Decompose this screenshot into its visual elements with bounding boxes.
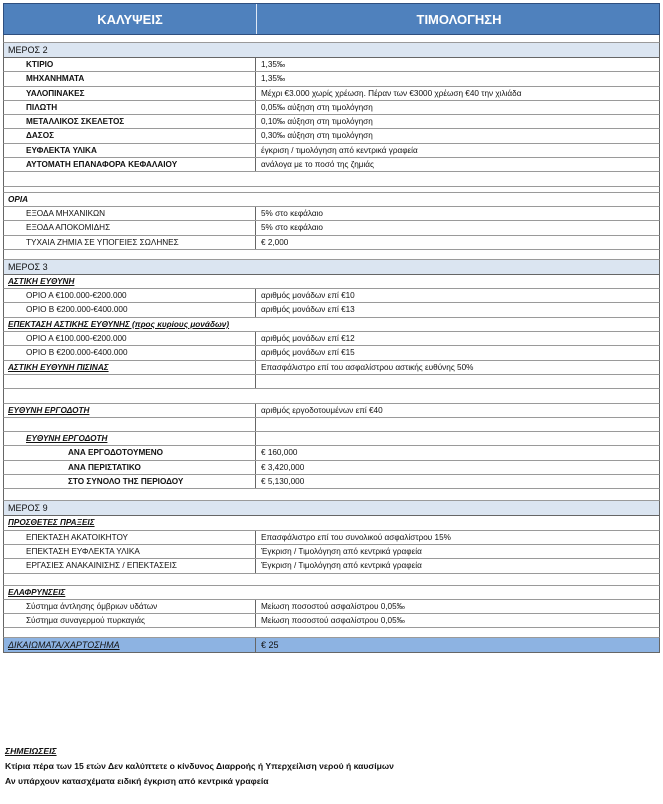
coverage-price: αριθμός μονάδων επί €10 (261, 291, 355, 301)
coverage-name: ΑΣΤΙΚΗ ΕΥΘΥΝΗ ΠΙΣΙΝΑΣ (4, 361, 256, 374)
coverage-name: ΜΕΤΑΛΛΙΚΟΣ ΣΚΕΛΕΤΟΣ (4, 115, 256, 128)
note-line: Κτίρια πέρα των 15 ετών Δεν καλύπτετε ο κίνδυνος Διαρροής ή Υπερχείλιση νερού ή καυσίμων (5, 761, 394, 771)
coverage-name: ΕΠΕΚΤΑΣΗ ΑΚΑΤΟΙΚΗΤΟΥ (4, 531, 256, 544)
additional-acts-heading: ΠΡΟΣΘΕΤΕΣ ΠΡΑΞΕΙΣ (3, 516, 660, 530)
empty-row (3, 375, 660, 389)
note-line: Αν υπάρχουν κατασχέματα ειδική έγκριση από κεντρικά γραφεία (5, 776, 269, 786)
coverage-price: 5% στο κεφάλαιο (261, 223, 323, 233)
coverage-price: αριθμός εργοδοτουμένων επί €40 (261, 405, 383, 415)
table-row (3, 72, 660, 86)
notes-title: ΣΗΜΕΙΩΣΕΙΣ (5, 746, 57, 756)
section-part-3: ΜΕΡΟΣ 3 (3, 260, 660, 275)
table-row (3, 236, 660, 250)
table-row (3, 87, 660, 101)
coverage-name: ΕΞΟΔΑ ΜΗΧΑΝΙΚΩΝ (4, 207, 256, 220)
table-row (3, 207, 660, 221)
table-row (3, 545, 660, 559)
coverage-price: αριθμός μονάδων επί €12 (261, 334, 355, 344)
coverage-price: Μείωση ποσοστού ασφαλίστρου 0,05‰ (261, 601, 405, 611)
table-row (3, 475, 660, 489)
coverage-name: ΣΤΟ ΣΥΝΟΛΟ ΤΗΣ ΠΕΡΙΟΔΟΥ (4, 475, 256, 488)
table-row (3, 559, 660, 573)
table-row (3, 600, 660, 614)
table-row (3, 614, 660, 628)
spacer (3, 389, 660, 403)
coverage-name: ΕΥΘΥΝΗ ΕΡΓΟΔΟΤΗ (4, 404, 256, 417)
limits-heading: ΟΡΙΑ (3, 193, 660, 207)
coverage-price: έγκριση / τιμολόγηση από κεντρικά γραφεία (261, 145, 418, 155)
coverage-price: € 3,420,000 (261, 462, 305, 472)
table-row (3, 303, 660, 317)
header-pricing: ΤΙΜΟΛΟΓΗΣΗ (416, 11, 502, 27)
coverage-price: Μείωση ποσοστού ασφαλίστρου 0,05‰ (261, 616, 405, 626)
coverage-name: ΜΗΧΑΝΗΜΑΤΑ (4, 72, 256, 85)
fees-value: € 25 (261, 640, 279, 651)
table-row (3, 346, 660, 360)
coverage-price: αριθμός μονάδων επί €13 (261, 305, 355, 315)
pricing-table (3, 3, 660, 653)
spacer (3, 172, 660, 186)
coverage-price: 0,10‰ αύξηση στη τιμολόγηση (261, 117, 373, 127)
employer-liability-subheading: ΕΥΘΥΝΗ ΕΡΓΟΔΟΤΗ (4, 432, 256, 445)
table-row (3, 289, 660, 303)
coverage-price: 0,05‰ αύξηση στη τιμολόγηση (261, 102, 373, 112)
coverage-name: ΕΥΦΛΕΚΤΑ ΥΛΙΚΑ (4, 144, 256, 157)
coverage-name: Σύστημα άντλησης όμβριων υδάτων (4, 600, 256, 613)
coverage-name: Σύστημα συναγερμού πυρκαγιάς (4, 614, 256, 627)
coverage-name: ΑΥΤΟΜΑΤΗ ΕΠΑΝΑΦΟΡΑ ΚΕΦΑΛΑΙΟΥ (4, 158, 256, 171)
table-row (3, 144, 660, 158)
empty-row (3, 418, 660, 432)
discounts-heading: ΕΛΑΦΡΥΝΣΕΙΣ (3, 586, 660, 600)
coverage-name: ΕΡΓΑΣΙΕΣ ΑΝΑΚΑΙΝΙΣΗΣ / ΕΠΕΚΤΑΣΕΙΣ (4, 559, 256, 572)
coverage-name: ΥΑΛΟΠΙΝΑΚΕΣ (4, 87, 256, 100)
coverage-name: ΔΑΣΟΣ (4, 129, 256, 142)
spacer (3, 489, 660, 501)
coverage-price: Έγκριση / Τιμολόγηση από κεντρικά γραφεία (261, 546, 422, 556)
coverage-price: € 5,130,000 (261, 477, 305, 487)
coverage-name: ΚΤΙΡΙΟ (4, 58, 256, 71)
coverage-price: 5% στο κεφάλαιο (261, 208, 323, 218)
table-row (3, 332, 660, 346)
coverage-price: ανάλογα με το ποσό της ζημιάς (261, 160, 374, 170)
coverage-name: ΤΥΧΑΙΑ ΖΗΜΙΑ ΣΕ ΥΠΟΓΕΙΕΣ ΣΩΛΗΝΕΣ (4, 236, 256, 249)
fees-row (3, 638, 660, 653)
table-row (3, 361, 660, 375)
coverage-price: Επασφάλιστρο επί του ασφαλίστρου αστικής ευθύνης 50% (261, 362, 474, 372)
spacer (3, 35, 660, 43)
section-part-9: ΜΕΡΟΣ 9 (3, 501, 660, 516)
coverage-price: 1,35‰ (261, 74, 286, 84)
coverage-price: Επασφάλιστρο επί του συνολικού ασφαλίστρου 15% (261, 532, 451, 542)
coverage-name: ΟΡΙΟ Β €200.000-€400.000 (4, 303, 256, 316)
spacer (3, 250, 660, 260)
table-row (3, 129, 660, 143)
notes (5, 744, 394, 789)
table-row (3, 446, 660, 460)
coverage-price: Μέχρι €3.000 χωρίς χρέωση. Πέραν των €3000 χρέωση €40 την χιλιάδα (261, 88, 522, 98)
table-row (3, 58, 660, 72)
table-row (3, 432, 660, 446)
coverage-price: αριθμός μονάδων επί €15 (261, 348, 355, 358)
coverage-price: € 160,000 (261, 448, 298, 458)
table-row (3, 158, 660, 172)
coverage-price: 1,35‰ (261, 60, 286, 69)
coverage-name: ΕΠΕΚΤΑΣΗ ΕΥΦΛΕΚΤΑ ΥΛΙΚΑ (4, 545, 256, 558)
civil-liability-heading: ΑΣΤΙΚΗ ΕΥΘΥΝΗ (3, 275, 660, 289)
coverage-name: ΑΝΑ ΠΕΡΙΣΤΑΤΙΚΟ (4, 461, 256, 474)
table-row (3, 115, 660, 129)
coverage-price: 0,30‰ αύξηση στη τιμολόγηση (261, 131, 373, 141)
header-coverages: ΚΑΛΥΨΕΙΣ (4, 4, 257, 34)
table-row (3, 531, 660, 545)
coverage-name: ΟΡΙΟ Α €100.000-€200.000 (4, 289, 256, 302)
spacer (3, 628, 660, 638)
section-part-2: ΜΕΡΟΣ 2 (3, 43, 660, 58)
table-row (3, 404, 660, 418)
civil-extension-heading: ΕΠΕΚΤΑΣΗ ΑΣΤΙΚΗΣ ΕΥΘΥΝΗΣ (προς κυρίους μονάδων) (3, 318, 660, 332)
spacer (3, 574, 660, 586)
coverage-name: ΠΙΛΩΤΗ (4, 101, 256, 114)
table-row (3, 101, 660, 115)
coverage-name: ΑΝΑ ΕΡΓΟΔΟΤΟΥΜΕΝΟ (4, 446, 256, 459)
table-row (3, 221, 660, 235)
coverage-name: ΕΞΟΔΑ ΑΠΟΚΟΜΙΔΗΣ (4, 221, 256, 234)
table-row (3, 461, 660, 475)
coverage-price: Έγκριση / Τιμολόγηση από κεντρικά γραφεία (261, 561, 422, 571)
fees-label: ΔΙΚΑΙΩΜΑΤΑ/ΧΑΡΤΟΣΗΜΑ (4, 638, 256, 652)
coverage-name: ΟΡΙΟ Β €200.000-€400.000 (4, 346, 256, 359)
coverage-price: € 2,000 (261, 237, 289, 247)
table-header (3, 3, 660, 35)
coverage-name: ΟΡΙΟ Α €100.000-€200.000 (4, 332, 256, 345)
